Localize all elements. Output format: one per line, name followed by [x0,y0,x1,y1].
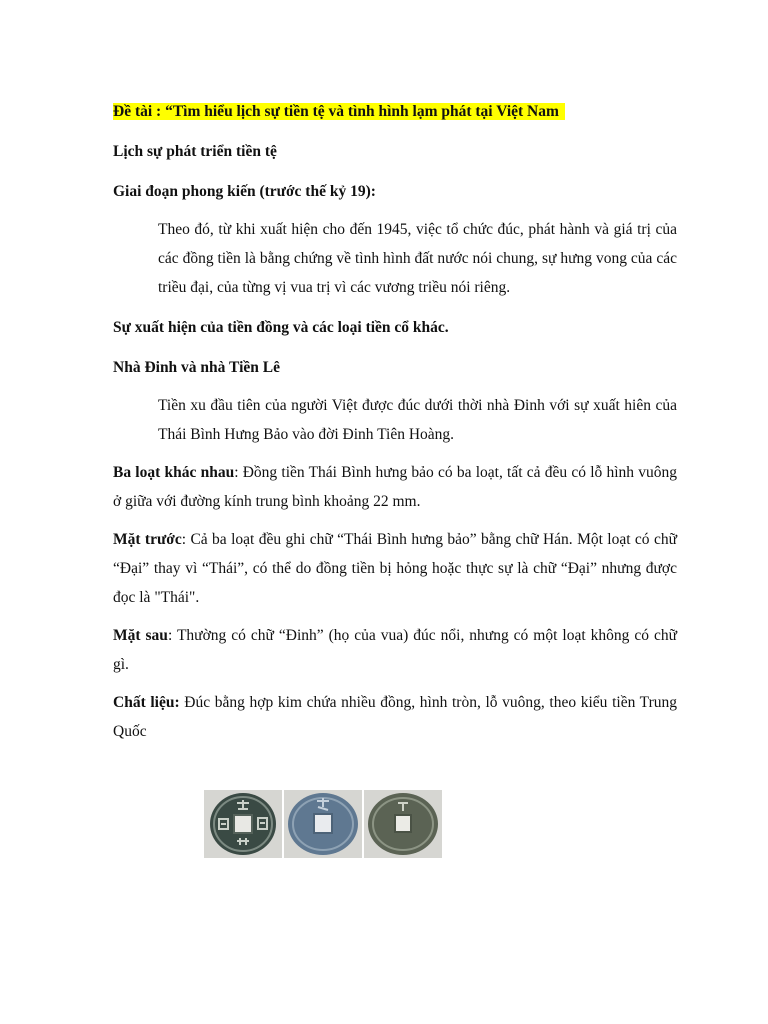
paragraph-obverse [113,525,677,612]
text-reverse: : Thường có chữ “Đinh” (họ của vua) đúc nổi, nhưng có một loạt không có chữ gì. [113,627,677,673]
label-reverse: Mặt sau [113,627,168,644]
label-three-series: Ba loạt khác nhau [113,464,235,481]
text-three-series: : Đồng tiền Thái Bình hưng bảo có ba loạt, tất cả đều có lỗ hình vuông ở giữa với đường kính trung bình khoảng 22 mm. [113,464,677,510]
coin-image-3 [364,790,442,858]
coin-image-1 [204,790,282,858]
label-material: Chất liệu: [113,694,180,711]
topic-title: Đề tài : “Tìm hiểu lịch sự tiền tệ và tình hình lạm phát tại Việt Nam [113,103,565,120]
label-obverse: Mặt trước [113,531,182,548]
section-heading-coins: Sự xuất hiện của tiền đồng và các loại tiền cổ khác. [113,319,449,336]
paragraph-three-series [113,458,677,516]
coin-2-icon [285,791,361,857]
section-heading-dinh-le: Nhà Đinh và nhà Tiền Lê [113,359,280,376]
coin-3-icon [365,791,441,857]
paragraph-reverse [113,621,677,679]
paragraph-material [113,688,677,746]
paragraph-first-coin: Tiền xu đầu tiên của người Việt được đúc dưới thời nhà Đinh với sự xuất hiên của Thái Bình Hưng Bảo vào đời Đinh Tiên Hoàng. [158,397,677,443]
topic-title-line [113,97,677,126]
coin-images [204,790,442,858]
coin-image-2 [284,790,362,858]
document-body [113,97,677,746]
paragraph-feudal-intro: Theo đó, từ khi xuất hiện cho đến 1945, việc tổ chức đúc, phát hành và giá trị của các đồng tiền là bằng chứng về tình hình đất nước nói chung, sự hưng vong của các triều đại, của từng vị vua trị vì các vương triều nói riêng. [158,221,677,296]
text-obverse: : Cả ba loạt đều ghi chữ “Thái Bình hưng bảo” bằng chữ Hán. Một loạt có chữ “Đại” thay vì “Thái”, có thể do đồng tiền bị hỏng hoặc thực sự là chữ “Đại” nhưng được đọc là "Thái". [113,531,677,606]
section-heading-history: Lịch sự phát triển tiền tệ [113,143,277,160]
text-material: Đúc bằng hợp kim chứa nhiều đồng, hình tròn, lỗ vuông, theo kiểu tiền Trung Quốc [113,694,678,740]
coin-1-icon [207,791,279,857]
section-heading-feudal: Giai đoạn phong kiến (trước thế kỷ 19): [113,183,376,200]
